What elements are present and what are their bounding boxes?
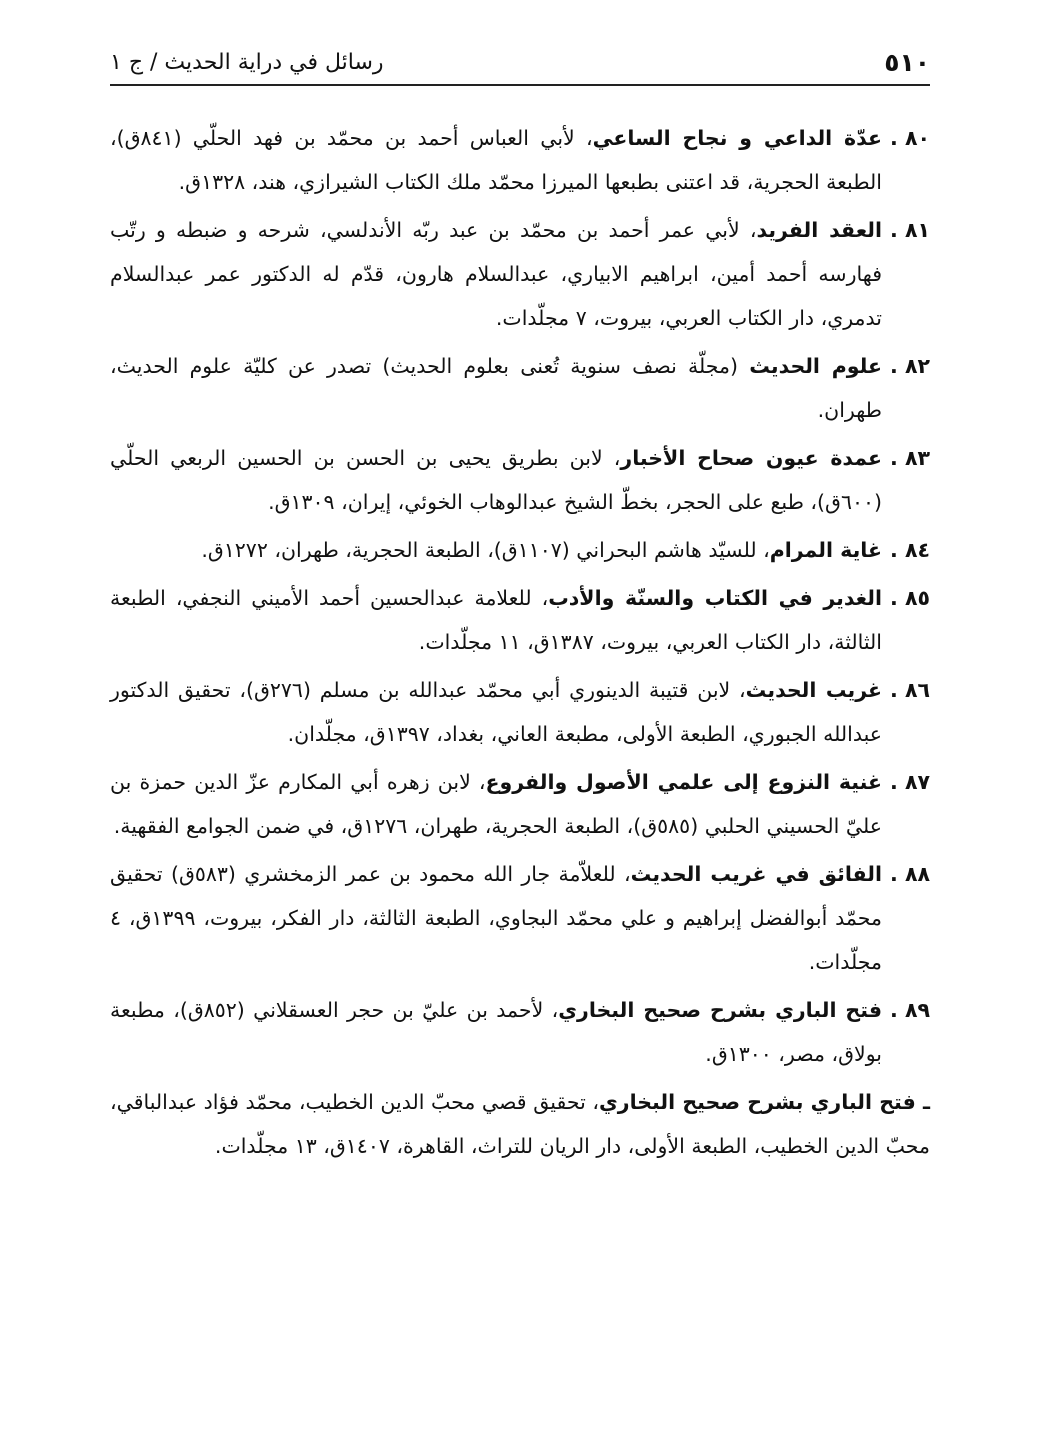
entry-title: غريب الحديث [745,678,883,702]
entry-number: ٨٩ . [890,998,930,1022]
entry-number: ٨٧ . [890,770,930,794]
bibliography-list [110,116,930,1168]
entry-title: غنية النزوع إلى علمي الأصول والفروع [485,770,882,794]
entry-number: ٨٨ . [890,862,930,886]
entry-title: عمدة عيون صحاح الأخبار [620,446,883,470]
subentry-title: ـ فتح الباري بشرح صحيح البخاري [599,1090,930,1114]
running-title: رسائل في دراية الحديث / ج ١ [110,49,384,75]
entry-details: ، لأحمد بن عليّ بن حجر العسقلاني (٨٥٢ق)، مطبعة بولاق، مصر، ١٣٠٠ق. [110,998,882,1066]
entry-content [110,576,882,664]
bibliography-entry [110,988,930,1076]
entry-content [110,116,882,204]
entry-details: ، لأبي عمر أحمد بن محمّد بن عبد ربّه الأندلسي، شرحه و ضبطه و رتّب فهارسه أحمد أمين، ابراهيم الابياري، عبدالسلام هارون، قدّم له الدكتور عمر عبدالسلام تدمري، دار الكتاب العربي، بيروت، ٧ مجلّدات. [110,218,882,330]
entry-details: ، لابن قتيبة الدينوري أبي محمّد عبدالله بن مسلم (٢٧٦ق)، تحقيق الدكتور عبدالله الجبوري، الطبعة الأولى، مطبعة العاني، بغداد، ١٣٩٧ق، مجلّدان. [110,678,882,746]
entry-number: ٨٤ . [890,538,930,562]
entry-content [110,528,882,572]
entry-content [110,344,882,432]
entry-title: فتح الباري بشرح صحيح البخاري [558,998,882,1022]
entry-number: ٨٠ . [890,126,930,150]
entry-details: (مجلّة نصف سنوية تُعنى بعلوم الحديث) تصدر عن كليّة علوم الحديث، طهران. [110,354,882,422]
page-number: ٥١٠ [884,47,930,77]
page-header [110,40,930,86]
entry-title: الغدير في الكتاب والسنّة والأدب [548,586,882,610]
bibliography-entry [110,116,930,204]
bibliography-entry [110,852,930,984]
entry-title: عدّة الداعي و نجاح الساعي [592,126,882,150]
entry-details: ، للسيّد هاشم البحراني (١١٠٧ق)، الطبعة الحجرية، طهران، ١٢٧٢ق. [201,538,770,562]
entry-title: العقد الفريد [756,218,882,242]
entry-title: غاية المرام [769,538,882,562]
subentry-details: ، تحقيق قصي محبّ الدين الخطيب، محمّد فؤاد عبدالباقي، محبّ الدين الخطيب، الطبعة الأولى، دار الريان للتراث، القاهرة، ١٤٠٧ق، ١٣ مجلّدات. [110,1090,930,1158]
bibliography-entry [110,668,930,756]
entry-details: ، لأبي العباس أحمد بن محمّد بن فهد الحلّي (٨٤١ق)، الطبعة الحجرية، قد اعتنى بطبعها الميرزا محمّد ملك الكتاب الشيرازي، هند، ١٣٢٨ق. [110,126,882,194]
entry-number: ٨٣ . [890,446,930,470]
entry-content [110,988,882,1076]
entry-content [110,852,882,984]
entry-details: ، للعلاّمة جار الله محمود بن عمر الزمخشري (٥٨٣ق) تحقيق محمّد أبوالفضل إبراهيم و علي محمّد البجاوي، الطبعة الثالثة، دار الفكر، بيروت، ١٣٩٩ق، ٤ مجلّدات. [110,862,882,974]
entry-number: ٨٥ . [890,586,930,610]
bibliography-entry [110,760,930,848]
entry-content [110,668,882,756]
entry-content [110,208,882,340]
entry-details: ، لابن بطريق يحيى بن الحسن بن الحسين الربعي الحلّي (٦٠٠ق)، طبع على الحجر، بخطّ الشيخ عبدالوهاب الخوئي، إيران، ١٣٠٩ق. [110,446,882,514]
entry-content [110,760,882,848]
bibliography-entry [110,344,930,432]
entry-number: ٨٦ . [890,678,930,702]
entry-content [110,436,882,524]
entry-details: ، للعلامة عبدالحسين أحمد الأميني النجفي، الطبعة الثالثة، دار الكتاب العربي، بيروت، ١٣٨٧ق، ١١ مجلّدات. [110,586,882,654]
bibliography-entry [110,208,930,340]
entry-title: الفائق في غريب الحديث [630,862,882,886]
bibliography-entry [110,436,930,524]
entry-title: علوم الحديث [749,354,883,378]
bibliography-entry [110,576,930,664]
entry-number: ٨٢ . [890,354,930,378]
entry-details: ، لابن زهره أبي المكارم عزّ الدين حمزة بن عليّ الحسيني الحلبي (٥٨٥ق)، الطبعة الحجرية، طهران، ١٢٧٦ق، في ضمن الجوامع الفقهية. [110,770,882,838]
entry-number: ٨١ . [890,218,930,242]
bibliography-entry [110,528,930,572]
bibliography-subentry [110,1080,930,1168]
